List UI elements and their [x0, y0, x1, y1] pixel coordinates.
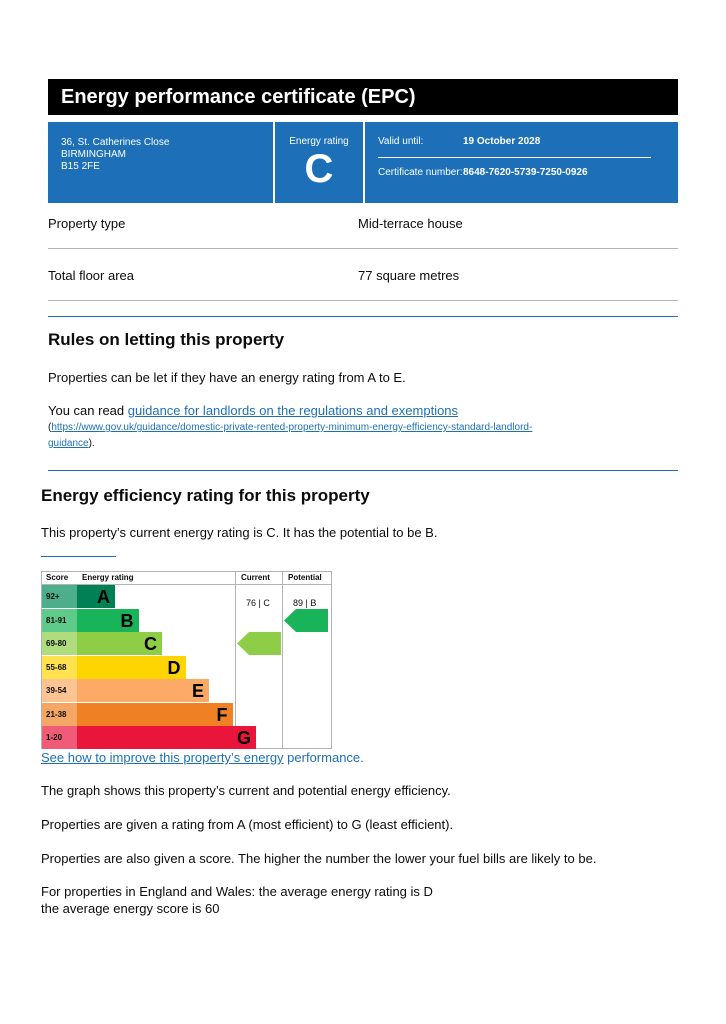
energy-rating-box [275, 122, 363, 203]
certificate-box [365, 122, 678, 203]
address-line: BIRMINGHAM [61, 149, 126, 160]
url-open: ( [48, 422, 52, 433]
energy-rating-chart [41, 571, 332, 749]
valid-until-label: Valid until: [378, 136, 424, 147]
certificate-number-value: 8648-7620-5739-7250-0926 [463, 167, 588, 178]
current-score-text: 76 | C [246, 598, 270, 608]
efficiency-paragraph: This property’s current energy rating is C. It has the potential to be B. [41, 525, 438, 540]
band-score-label: 69-80 [42, 632, 77, 655]
band-score-label: 39-54 [42, 679, 77, 702]
band-score-label: 92+ [42, 585, 77, 608]
band-score-label: 21-38 [42, 703, 77, 726]
energy-rating-label: Energy rating [289, 136, 349, 147]
band-bar: G [77, 726, 256, 749]
potential-column-line [282, 572, 283, 748]
graph-paragraph: The graph shows this property’s current and potential energy efficiency. [41, 783, 451, 798]
score-column-header: Score [46, 573, 69, 582]
guidance-link[interactable]: guidance for landlords on the regulations and exemptions [127, 403, 459, 418]
potential-rating-arrow [284, 609, 328, 632]
band-bar: A [77, 585, 115, 608]
short-divider [41, 556, 116, 557]
band-score-label: 55-68 [42, 656, 77, 679]
average-score-line: the average energy score is 60 [41, 901, 220, 916]
improve-paragraph [41, 750, 364, 765]
band-bar: D [77, 656, 186, 679]
floor-area-value: 77 square metres [358, 268, 460, 283]
band-score-label: 1-20 [42, 726, 77, 749]
band-bar: B [77, 609, 139, 632]
section-divider [48, 316, 678, 317]
score-paragraph: Properties are also given a score. The higher the number the lower your fuel bills are likely to be. [41, 851, 597, 866]
energy-rating-value: C [304, 147, 334, 191]
potential-column-header: Potential [288, 573, 322, 582]
guidance-url-link-cont[interactable]: guidance [48, 438, 89, 449]
guidance-url-link[interactable]: https://www.gov.uk/guidance/domestic-private-rented-property-minimum-energy-efficiency-standard-landlord- [51, 422, 533, 433]
rating-column-header: Energy rating [82, 573, 134, 582]
address-line: B15 2FE [61, 161, 100, 172]
letting-paragraph: Properties can be let if they have an energy rating from A to E. [48, 370, 406, 385]
divider [48, 300, 678, 301]
current-rating-arrow [237, 632, 281, 655]
band-score-label: 81-91 [42, 609, 77, 632]
page-title: Energy performance certificate (EPC) [48, 79, 678, 115]
improve-suffix: performance. [283, 750, 364, 765]
potential-score-text: 89 | B [293, 598, 317, 608]
divider [48, 248, 678, 249]
band-bar: E [77, 679, 209, 702]
band-bar: F [77, 703, 233, 726]
band-bar: C [77, 632, 162, 655]
url-close: ). [88, 438, 95, 449]
rating-paragraph: Properties are given a rating from A (most efficient) to G (least efficient). [41, 817, 454, 832]
address-box [48, 122, 273, 203]
current-column-line [235, 572, 236, 748]
property-type-value: Mid-terrace house [358, 216, 463, 231]
guidance-url [48, 420, 688, 452]
section-divider [48, 470, 678, 471]
efficiency-heading: Energy efficiency rating for this property [41, 486, 370, 505]
current-column-header: Current [241, 573, 270, 582]
guidance-prefix: You can read [48, 403, 128, 418]
guidance-paragraph [48, 403, 678, 418]
property-type-label: Property type [48, 216, 126, 231]
letting-heading: Rules on letting this property [48, 330, 285, 349]
valid-until-value: 19 October 2028 [463, 136, 541, 147]
address-line: 36, St. Catherines Close [61, 137, 170, 148]
average-rating-line: For properties in England and Wales: the average energy rating is D [41, 884, 433, 899]
floor-area-label: Total floor area [48, 268, 134, 283]
certificate-number-label: Certificate number: [378, 167, 463, 178]
improve-link[interactable]: See how to improve this property’s energy [41, 750, 284, 765]
certificate-divider [378, 157, 651, 158]
